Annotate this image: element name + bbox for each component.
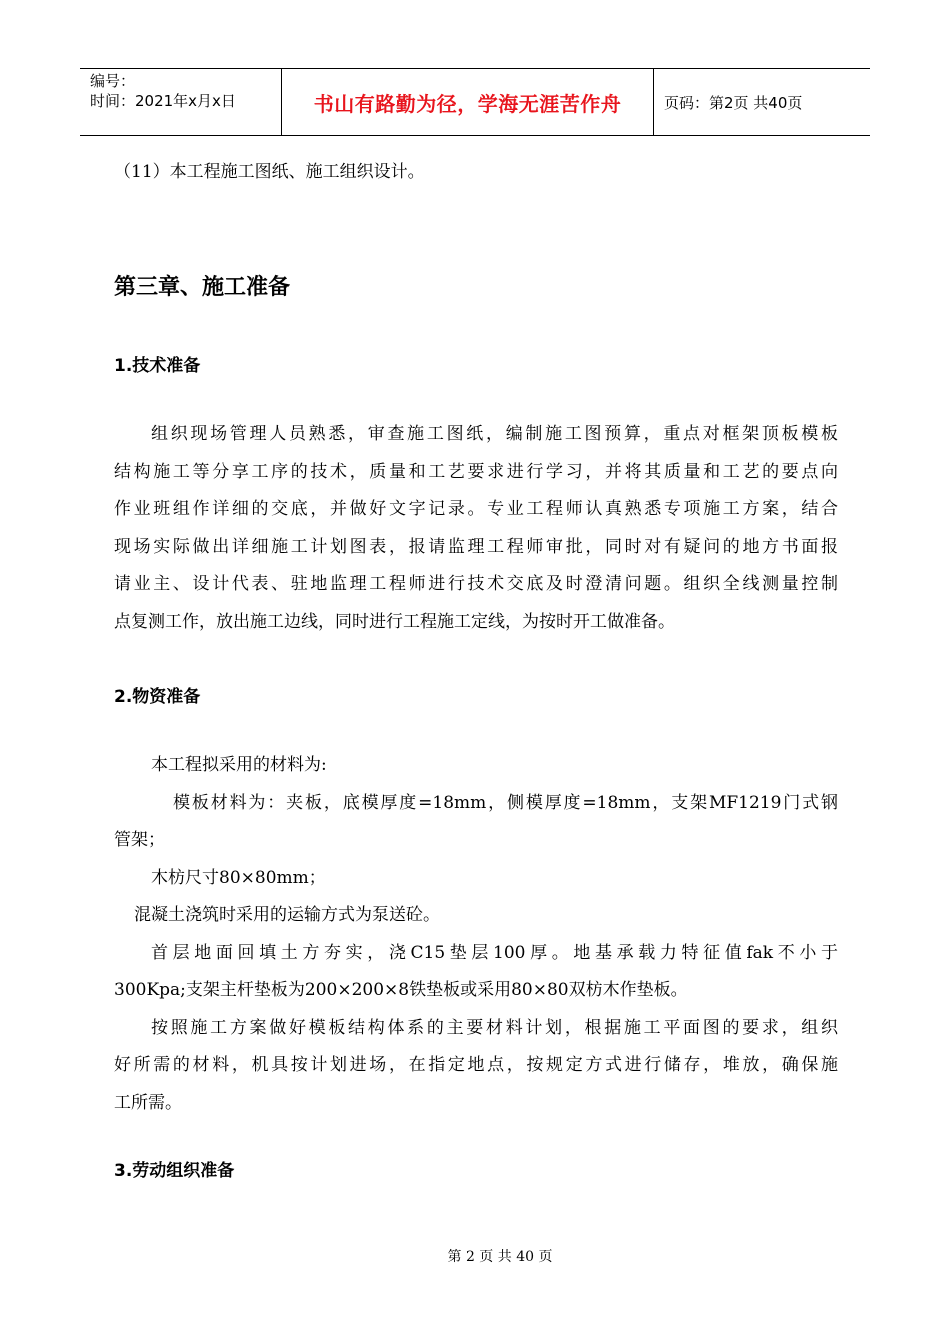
- number-label: 编号：: [90, 72, 136, 90]
- section-2-title: 2.物资准备: [114, 687, 201, 707]
- section-1-title: 1.技术准备: [114, 356, 201, 376]
- page-footer: 第 2 页 共 40 页: [447, 1249, 553, 1265]
- section-1-paragraph: [114, 416, 838, 641]
- paragraph-line: 现场实际做出详细施工计划图表，报请监理工程师审批，同时对有疑问的地方书面报: [114, 536, 838, 557]
- item-11: （11）本工程施工图纸、施工组织设计。: [114, 162, 425, 182]
- paragraph-line: 本工程拟采用的材料为:: [151, 755, 327, 775]
- paragraph-line: 300Kpa;支架主杆垫板为200×200×8铁垫板或采用80×80双枋木作垫板。: [114, 980, 688, 1000]
- paragraph-line: 模板材料为：夹板，底模厚度=18mm，侧模厚度=18mm，支架MF1219门式钢: [173, 792, 838, 813]
- section-2-paragraph: [114, 747, 838, 1122]
- paragraph-line: 按照施工方案做好模板结构体系的主要材料计划，根据施工平面图的要求，组织: [151, 1017, 838, 1038]
- paragraph-line: 混凝土浇筑时采用的运输方式为泵送砼。: [134, 905, 440, 925]
- paragraph-line: 点复测工作，放出施工边线，同时进行工程施工定线，为按时开工做准备。: [114, 611, 675, 632]
- section-3-title: 3.劳动组织准备: [114, 1161, 235, 1181]
- header-motto: 书山有路勤为径，学海无涯苦作舟: [281, 69, 654, 135]
- paragraph-line: 组织现场管理人员熟悉，审查施工图纸，编制施工图预算，重点对框架顶板模板: [151, 424, 838, 444]
- paragraph-line: 木枋尺寸80×80mm；: [151, 867, 326, 888]
- paragraph-line: 管架；: [114, 830, 165, 850]
- header-left-cell: [80, 69, 281, 135]
- paragraph-line: 首层地面回填土方夯实，浇C15垫层100厚。地基承载力特征值fak不小于: [151, 942, 838, 963]
- header-page-info: 页码：第2页 共40页: [664, 93, 803, 112]
- paragraph-line: 结构施工等分享工序的技术，质量和工艺要求进行学习，并将其质量和工艺的要点向: [114, 461, 838, 482]
- chapter-title: 第三章、施工准备: [114, 275, 291, 300]
- paragraph-line: 工所需。: [114, 1092, 182, 1113]
- paragraph-line: 好所需的材料，机具按计划进场，在指定地点，按规定方式进行储存，堆放，确保施: [114, 1055, 838, 1075]
- page-header: [80, 68, 870, 136]
- paragraph-line: 作业班组作详细的交底，并做好文字记录。专业工程师认真熟悉专项施工方案，结合: [114, 499, 838, 519]
- date-label: 时间：2021年x月x日: [90, 92, 236, 110]
- paragraph-line: 请业主、设计代表、驻地监理工程师进行技术交底及时澄清问题。组织全线测量控制: [114, 574, 838, 594]
